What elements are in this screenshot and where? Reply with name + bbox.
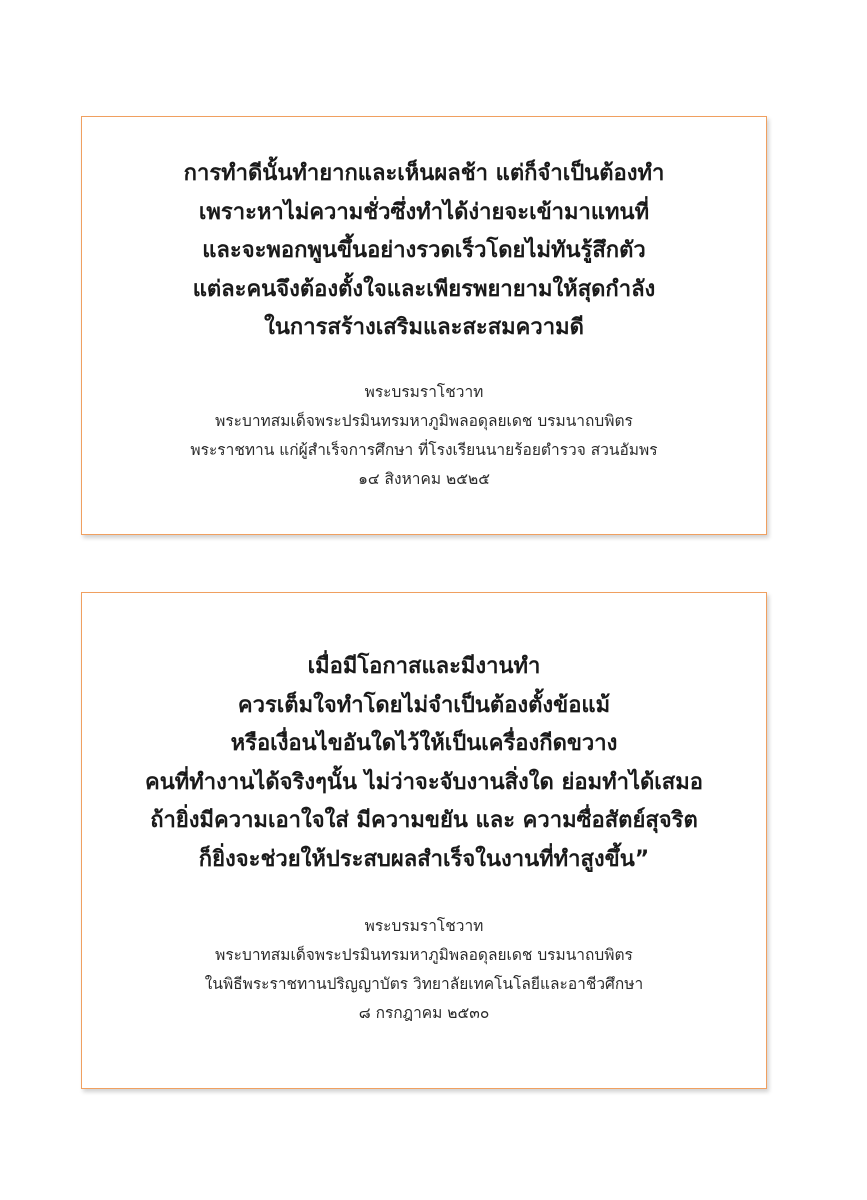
quote-source <box>82 912 766 1028</box>
quote-line: เมื่อมีโอกาสและมีงานทำ <box>307 654 541 679</box>
quote-line: ก็ยิ่งจะช่วยให้ประสบผลสำเร็จในงานที่ทำสูงขึ้น” <box>198 846 650 872</box>
quote-source <box>82 378 766 494</box>
source-date: ๘ กรกฎาคม ๒๕๓๐ <box>358 1004 490 1022</box>
quote-line: หรือเงื่อนไขอันใดไว้ให้เป็นเครื่องกีดขวาง <box>230 731 618 756</box>
source-title: พระบรมราโชวาท <box>364 917 484 935</box>
quote-line: คนที่ทำงานได้จริงๆนั้น ไม่ว่าจะจับงานสิ่งใด ย่อมทำได้เสมอ <box>145 769 703 795</box>
source-author: พระบาทสมเด็จพระปรมินทรมหาภูมิพลอดุลยเดช บรมนาถบพิตร <box>215 411 633 430</box>
quote-line: และจะพอกพูนขึ้นอย่างรวดเร็วโดยไม่ทันรู้สึกตัว <box>202 238 646 263</box>
source-occasion: ในพิธีพระราชทานปริญญาบัตร วิทยาลัยเทคโนโลยีและอาชีวศึกษา <box>204 975 644 993</box>
quote-line: ควรเต็มใจทำโดยไม่จำเป็นต้องตั้งข้อแม้ <box>237 692 611 718</box>
source-date: ๑๔ สิงหาคม ๒๕๒๕ <box>358 469 490 488</box>
quote-card-2 <box>81 592 767 1089</box>
quote-text <box>82 155 766 348</box>
source-occasion: พระราชทาน แก่ผู้สำเร็จการศึกษา ที่โรงเรียนนายร้อยตำรวจ สวนอัมพร <box>190 440 658 459</box>
quote-line: แต่ละคนจึงต้องตั้งใจและเพียรพยายามให้สุดกำลัง <box>192 276 656 302</box>
quote-text <box>82 648 766 879</box>
source-title: พระบรมราโชวาท <box>364 382 484 401</box>
source-author: พระบาทสมเด็จพระปรมินทรมหาภูมิพลอดุลยเดช บรมนาถบพิตร <box>215 946 633 964</box>
quote-line: การทำดีนั้นทำยากและเห็นผลช้า แต่ก็จำเป็นต้องทำ <box>183 161 665 186</box>
quote-line: เพราะหาไม่ความชั่วซึ่งทำได้ง่ายจะเข้ามาแทนที่ <box>198 199 650 225</box>
quote-line: ถ้ายิ่งมีความเอาใจใส่ มีความขยัน และ ความซื่อสัตย์สุจริต <box>150 808 698 833</box>
quote-card-1 <box>81 116 767 535</box>
quote-line: ในการสร้างเสริมและสะสมความดี <box>264 315 584 340</box>
